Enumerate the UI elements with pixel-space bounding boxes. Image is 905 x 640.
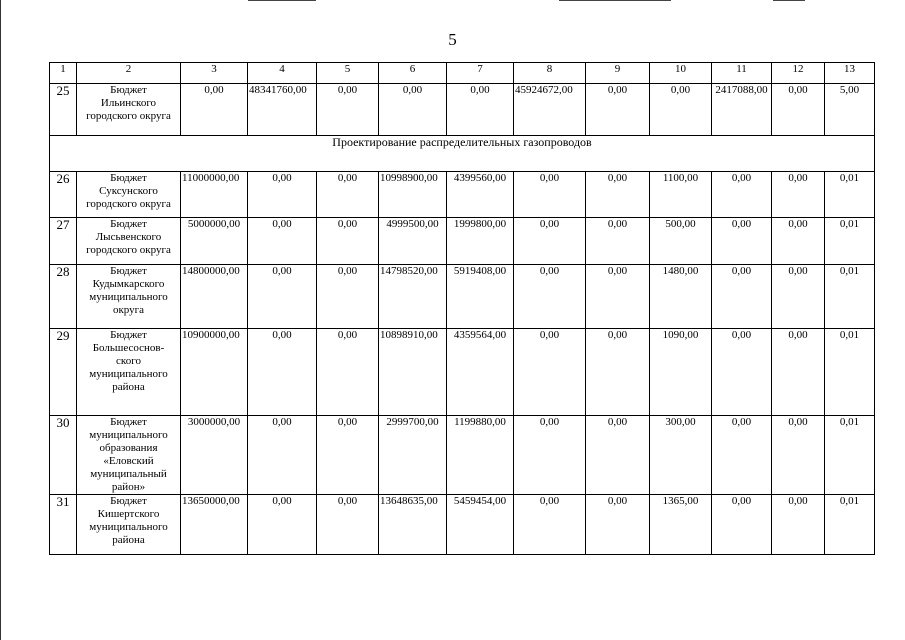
cell-col-9: 0,00 <box>586 84 650 136</box>
budget-name-line: Лысьвенского <box>95 231 162 243</box>
cell-col-11: 0,00 <box>712 329 772 416</box>
cell-col-12: 0,00 <box>772 265 825 329</box>
column-header-10: 10 <box>650 63 712 84</box>
row-number: 26 <box>50 172 77 218</box>
cell-col-10: 1365,00 <box>650 495 712 555</box>
column-header-8: 8 <box>514 63 586 84</box>
row-number: 27 <box>50 218 77 265</box>
budget-table <box>49 62 875 555</box>
column-header-5: 5 <box>317 63 379 84</box>
cell-col-6: 4999500,00 <box>379 218 447 265</box>
budget-name-line: образования <box>99 442 158 454</box>
top-rule-center <box>559 0 671 1</box>
top-rule-left <box>248 0 316 1</box>
budget-name-line: муниципального <box>89 291 168 303</box>
section-row <box>50 136 875 172</box>
budget-name-line: район» <box>111 481 146 493</box>
budget-name-line: Суксунского <box>99 185 158 197</box>
cell-col-4: 0,00 <box>248 416 317 495</box>
top-rule-right <box>773 0 805 1</box>
cell-col-5: 0,00 <box>317 218 379 265</box>
cell-col-8: 45924672,00 <box>514 84 586 136</box>
row-number: 31 <box>50 495 77 555</box>
cell-col-11: 0,00 <box>712 495 772 555</box>
budget-name-line: городского округа <box>86 244 171 256</box>
cell-col-12: 0,00 <box>772 218 825 265</box>
cell-col-8: 0,00 <box>514 218 586 265</box>
budget-name-line: муниципальный <box>90 468 167 480</box>
cell-col-4: 0,00 <box>248 172 317 218</box>
budget-name-line: муниципального <box>89 521 168 533</box>
column-header-11: 11 <box>712 63 772 84</box>
budget-name <box>77 84 181 136</box>
cell-col-10: 300,00 <box>650 416 712 495</box>
cell-col-7: 0,00 <box>447 84 514 136</box>
row-number: 25 <box>50 84 77 136</box>
cell-col-8: 0,00 <box>514 329 586 416</box>
cell-col-7: 1999800,00 <box>447 218 514 265</box>
cell-col-3: 14800000,00 <box>181 265 248 329</box>
budget-name <box>77 265 181 329</box>
cell-col-11: 0,00 <box>712 265 772 329</box>
header-row <box>50 63 875 84</box>
cell-col-7: 4359564,00 <box>447 329 514 416</box>
cell-col-10: 0,00 <box>650 84 712 136</box>
cell-col-9: 0,00 <box>586 265 650 329</box>
budget-name-line: Бюджет <box>110 172 147 184</box>
cell-col-3: 11000000,00 <box>181 172 248 218</box>
cell-col-9: 0,00 <box>586 416 650 495</box>
cell-col-9: 0,00 <box>586 495 650 555</box>
cell-col-8: 0,00 <box>514 416 586 495</box>
cell-col-8: 0,00 <box>514 265 586 329</box>
column-header-13: 13 <box>825 63 875 84</box>
cell-col-5: 0,00 <box>317 172 379 218</box>
table-body <box>50 63 875 555</box>
row-number: 28 <box>50 265 77 329</box>
table-row <box>50 495 875 555</box>
budget-name <box>77 218 181 265</box>
row-number: 29 <box>50 329 77 416</box>
cell-col-3: 5000000,00 <box>181 218 248 265</box>
row-number: 30 <box>50 416 77 495</box>
column-header-6: 6 <box>379 63 447 84</box>
cell-col-4: 48341760,00 <box>248 84 317 136</box>
cell-col-5: 0,00 <box>317 495 379 555</box>
cell-col-5: 0,00 <box>317 84 379 136</box>
budget-name-line: Ильинского <box>100 97 157 109</box>
cell-col-6: 2999700,00 <box>379 416 447 495</box>
cell-col-11: 0,00 <box>712 416 772 495</box>
budget-name-line: района <box>112 534 145 546</box>
cell-col-12: 0,00 <box>772 416 825 495</box>
cell-col-5: 0,00 <box>317 265 379 329</box>
budget-name-line: городского округа <box>86 198 171 210</box>
budget-name-line: Бюджет <box>110 416 147 428</box>
budget-name-line: Бюджет <box>110 265 147 277</box>
budget-name-line: Кишертского <box>97 508 160 520</box>
cell-col-6: 13648635,00 <box>379 495 447 555</box>
budget-name <box>77 416 181 495</box>
cell-col-9: 0,00 <box>586 329 650 416</box>
cell-col-13: 5,00 <box>825 84 875 136</box>
table-row <box>50 265 875 329</box>
budget-name <box>77 495 181 555</box>
cell-col-13: 0,01 <box>825 495 875 555</box>
cell-col-13: 0,01 <box>825 416 875 495</box>
cell-col-6: 10898910,00 <box>379 329 447 416</box>
cell-col-10: 500,00 <box>650 218 712 265</box>
cell-col-4: 0,00 <box>248 265 317 329</box>
budget-name-line: муниципального <box>89 429 168 441</box>
cell-col-11: 0,00 <box>712 172 772 218</box>
cell-col-4: 0,00 <box>248 329 317 416</box>
cell-col-11: 0,00 <box>712 218 772 265</box>
budget-name-line: «Еловский <box>103 455 154 467</box>
cell-col-9: 0,00 <box>586 172 650 218</box>
cell-col-8: 0,00 <box>514 172 586 218</box>
cell-col-4: 0,00 <box>248 218 317 265</box>
budget-name-line: городского округа <box>86 110 171 122</box>
table-row <box>50 84 875 136</box>
column-header-7: 7 <box>447 63 514 84</box>
table-row <box>50 416 875 495</box>
budget-name-line: ского <box>116 355 141 367</box>
budget-name <box>77 329 181 416</box>
budget-name-line: Бюджет <box>110 329 147 341</box>
cell-col-11: 2417088,00 <box>712 84 772 136</box>
column-header-1: 1 <box>50 63 77 84</box>
section-title: Проектирование распределительных газопроводов <box>50 136 875 172</box>
cell-col-6: 0,00 <box>379 84 447 136</box>
page-number: 5 <box>448 30 457 49</box>
cell-col-12: 0,00 <box>772 495 825 555</box>
cell-col-3: 3000000,00 <box>181 416 248 495</box>
cell-col-7: 1199880,00 <box>447 416 514 495</box>
table-row <box>50 329 875 416</box>
table-row <box>50 218 875 265</box>
table-row <box>50 172 875 218</box>
cell-col-13: 0,01 <box>825 218 875 265</box>
column-header-4: 4 <box>248 63 317 84</box>
cell-col-13: 0,01 <box>825 172 875 218</box>
budget-name-line: Кудымкарского <box>92 278 165 290</box>
budget-name-line: Бюджет <box>110 495 147 507</box>
cell-col-13: 0,01 <box>825 329 875 416</box>
column-header-3: 3 <box>181 63 248 84</box>
cell-col-5: 0,00 <box>317 329 379 416</box>
cell-col-3: 13650000,00 <box>181 495 248 555</box>
cell-col-3: 0,00 <box>181 84 248 136</box>
cell-col-7: 5919408,00 <box>447 265 514 329</box>
cell-col-12: 0,00 <box>772 172 825 218</box>
cell-col-9: 0,00 <box>586 218 650 265</box>
cell-col-12: 0,00 <box>772 84 825 136</box>
cell-col-7: 4399560,00 <box>447 172 514 218</box>
cell-col-10: 1480,00 <box>650 265 712 329</box>
budget-name-line: Большесоснов- <box>92 342 165 354</box>
cell-col-6: 10998900,00 <box>379 172 447 218</box>
cell-col-13: 0,01 <box>825 265 875 329</box>
column-header-2: 2 <box>77 63 181 84</box>
budget-name <box>77 172 181 218</box>
cell-col-10: 1090,00 <box>650 329 712 416</box>
cell-col-12: 0,00 <box>772 329 825 416</box>
cell-col-4: 0,00 <box>248 495 317 555</box>
budget-name-line: района <box>112 381 145 393</box>
cell-col-6: 14798520,00 <box>379 265 447 329</box>
cell-col-7: 5459454,00 <box>447 495 514 555</box>
budget-name-line: муниципального <box>89 368 168 380</box>
budget-name-line: округа <box>112 304 145 316</box>
cell-col-5: 0,00 <box>317 416 379 495</box>
cell-col-3: 10900000,00 <box>181 329 248 416</box>
cell-col-10: 1100,00 <box>650 172 712 218</box>
budget-name-line: Бюджет <box>110 218 147 230</box>
budget-name-line: Бюджет <box>110 84 147 96</box>
column-header-12: 12 <box>772 63 825 84</box>
cell-col-8: 0,00 <box>514 495 586 555</box>
column-header-9: 9 <box>586 63 650 84</box>
page-left-edge <box>0 0 1 640</box>
